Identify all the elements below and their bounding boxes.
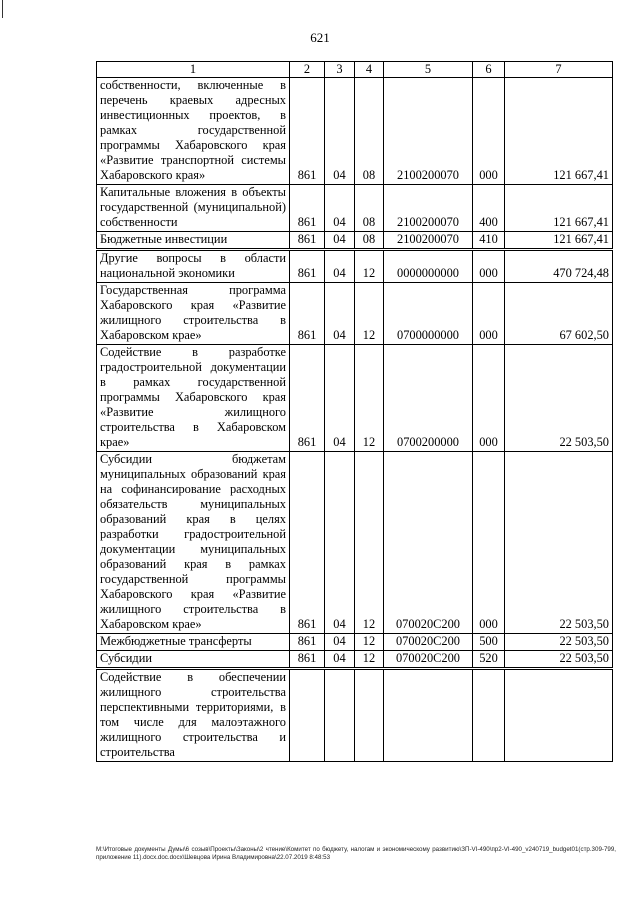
row-admin-code: 861 [290, 345, 325, 452]
table-row [97, 345, 613, 452]
header-col-1: 1 [97, 62, 290, 78]
table-row [97, 250, 613, 283]
row-amount: 22 503,50 [505, 651, 613, 669]
row-subsection [355, 669, 384, 762]
table-row [97, 185, 613, 232]
row-amount: 67 602,50 [505, 283, 613, 345]
row-section: 04 [325, 283, 355, 345]
row-expense-type: 000 [473, 78, 505, 185]
row-admin-code: 861 [290, 651, 325, 669]
table-row [97, 634, 613, 651]
row-expense-type: 410 [473, 232, 505, 250]
row-admin-code: 861 [290, 634, 325, 651]
row-expense-type: 520 [473, 651, 505, 669]
document-footer-path: M:\Итоговые документы Думы\6 созыв\Проекты\Законы\2 чтение\Комитет по бюджету, налогам и экономическому развитию\ЗП-VI-490\пр2-VI-490_v240719_budget01(стр.309-799, приложение 11).docx.doc.docx\Шевцова Ирина Владимировна\22.07.2019 8:48:53 [96, 846, 616, 861]
row-name: собственности, включенные в перечень краевых адресных инвестиционных проектов, в рамках государственной программы Хабаровского края «Развитие транспортной системы Хабаровского края» [97, 78, 290, 185]
row-name: Бюджетные инвестиции [97, 232, 290, 250]
row-admin-code: 861 [290, 78, 325, 185]
row-admin-code: 861 [290, 250, 325, 283]
row-target-code: 070020С200 [384, 651, 473, 669]
row-expense-type: 000 [473, 452, 505, 634]
header-col-3: 3 [325, 62, 355, 78]
table-row [97, 78, 613, 185]
header-col-5: 5 [384, 62, 473, 78]
row-amount [505, 669, 613, 762]
row-target-code: 0700200000 [384, 345, 473, 452]
row-target-code [384, 669, 473, 762]
row-admin-code: 861 [290, 185, 325, 232]
table-row [97, 452, 613, 634]
row-subsection: 12 [355, 452, 384, 634]
table-row [97, 232, 613, 250]
row-amount: 121 667,41 [505, 232, 613, 250]
row-expense-type: 000 [473, 283, 505, 345]
row-name: Содействие в разработке градостроительной документации в рамках государственной программы Хабаровского края «Развитие жилищного строительства в Хабаровском крае» [97, 345, 290, 452]
row-expense-type: 400 [473, 185, 505, 232]
row-section: 04 [325, 78, 355, 185]
margin-mark [2, 0, 3, 18]
row-section: 04 [325, 634, 355, 651]
row-name: Содействие в обеспечении жилищного строительства перспективными территориями, в том числе для малоэтажного жилищного строительства и строительства [97, 669, 290, 762]
row-name: Государственная программа Хабаровского края «Развитие жилищного строительства в Хабаровском крае» [97, 283, 290, 345]
row-target-code: 0700000000 [384, 283, 473, 345]
header-col-7: 7 [505, 62, 613, 78]
row-expense-type [473, 669, 505, 762]
table-row [97, 651, 613, 669]
table-header-row [97, 62, 613, 78]
row-section: 04 [325, 250, 355, 283]
row-subsection: 12 [355, 651, 384, 669]
row-subsection: 12 [355, 250, 384, 283]
row-subsection: 08 [355, 232, 384, 250]
table-row [97, 669, 613, 762]
row-section: 04 [325, 651, 355, 669]
row-expense-type: 000 [473, 250, 505, 283]
row-amount: 121 667,41 [505, 78, 613, 185]
row-target-code: 2100200070 [384, 232, 473, 250]
row-target-code: 0000000000 [384, 250, 473, 283]
row-target-code: 2100200070 [384, 185, 473, 232]
row-subsection: 12 [355, 634, 384, 651]
page-number: 621 [310, 30, 330, 45]
row-section: 04 [325, 185, 355, 232]
row-subsection: 08 [355, 185, 384, 232]
table-row [97, 283, 613, 345]
row-amount: 22 503,50 [505, 452, 613, 634]
row-admin-code [290, 669, 325, 762]
row-subsection: 12 [355, 345, 384, 452]
row-name: Субсидии [97, 651, 290, 669]
row-name: Другие вопросы в области национальной экономики [97, 250, 290, 283]
row-section: 04 [325, 232, 355, 250]
row-subsection: 12 [355, 283, 384, 345]
row-admin-code: 861 [290, 283, 325, 345]
header-col-4: 4 [355, 62, 384, 78]
row-admin-code: 861 [290, 232, 325, 250]
row-expense-type: 500 [473, 634, 505, 651]
row-subsection: 08 [355, 78, 384, 185]
row-amount: 470 724,48 [505, 250, 613, 283]
row-target-code: 070020С200 [384, 452, 473, 634]
row-amount: 121 667,41 [505, 185, 613, 232]
row-section [325, 669, 355, 762]
row-amount: 22 503,50 [505, 634, 613, 651]
row-name: Капитальные вложения в объекты государственной (муниципальной) собственности [97, 185, 290, 232]
row-target-code: 070020С200 [384, 634, 473, 651]
row-section: 04 [325, 345, 355, 452]
row-name: Межбюджетные трансферты [97, 634, 290, 651]
row-expense-type: 000 [473, 345, 505, 452]
row-admin-code: 861 [290, 452, 325, 634]
header-col-2: 2 [290, 62, 325, 78]
row-name: Субсидии бюджетам муниципальных образований края на софинансирование расходных обязательств муниципальных образований края в целях разработки градостроительной документации муниципальных образований края в рамках государственной программы Хабаровского края «Развитие жилищного строительства в Хабаровском крае» [97, 452, 290, 634]
row-target-code: 2100200070 [384, 78, 473, 185]
row-amount: 22 503,50 [505, 345, 613, 452]
budget-table [96, 61, 613, 762]
row-section: 04 [325, 452, 355, 634]
header-col-6: 6 [473, 62, 505, 78]
